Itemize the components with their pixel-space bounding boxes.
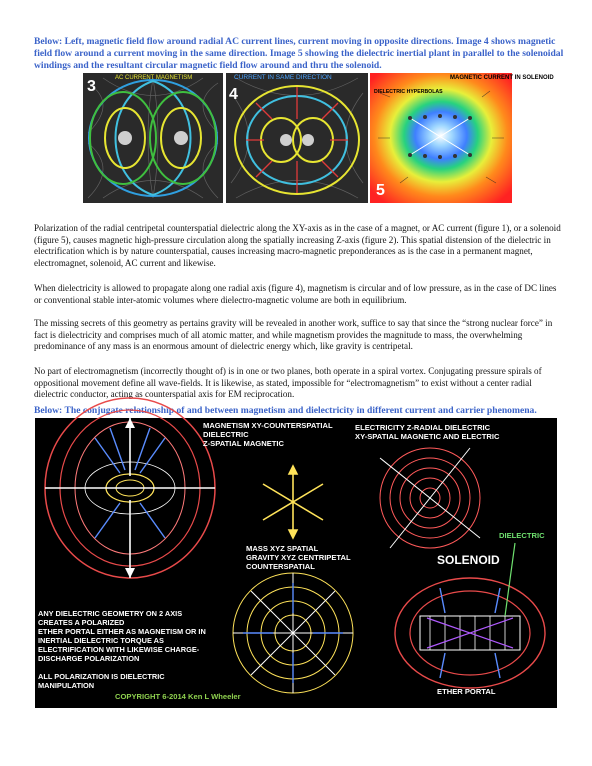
dielectric-label: DIELECTRIC bbox=[499, 531, 545, 540]
geometry-label-6: DISCHARGE POLARIZATION bbox=[38, 654, 140, 663]
figure-3-label: AC CURRENT MAGNETISM bbox=[115, 75, 193, 81]
paragraph-2: When dielectricity is allowed to propagate along one radial axis (figure 4), magnetism is circular and of low pressure, as in the case of DC lines or conventional stable inter-atomic volumes where dielectro-magnetic volume are both in equilibrium. bbox=[34, 283, 557, 305]
geometry-label-1: ANY DIELECTRIC GEOMETRY ON 2 AXIS bbox=[38, 609, 183, 618]
mass-gravity-figure bbox=[233, 573, 353, 693]
figure-5-solenoid bbox=[370, 73, 554, 203]
geometry-label-4: INERTIAL DIELECTRIC TORQUE AS bbox=[38, 636, 164, 645]
copyright-label: COPYRIGHT 6-2014 Ken L Wheeler bbox=[115, 692, 241, 701]
conjugate-diagram bbox=[35, 418, 557, 708]
magnetism-label-2: DIELECTRIC bbox=[203, 430, 249, 439]
caption-bottom: Below: The conjugate relationship of and between magnetism and dielectricity in different current and carrier phenomena. bbox=[34, 405, 537, 416]
figure-4-number: 4 bbox=[229, 86, 238, 103]
mass-label-3: COUNTERSPATIAL bbox=[246, 562, 315, 571]
figure-5-magnetic-label: MAGNETIC CURRENT IN SOLENOID bbox=[450, 75, 554, 81]
figure-5-number: 5 bbox=[376, 182, 385, 199]
paragraph-1: Polarization of the radial centripetal counterspatial dielectric along the XY-axis as in the case of a magnet, or AC current (figure 1), or a solenoid (figure 5), causes magnetic high-pressure circulation along the spatially increasing Z-axis (figure 2). This spatial distension of the dielectric in electrification which is by nature counterspatial, causes increasing macro-magnetic preponderances as is the case in a permanent magnet, electromagnet, solenoid, AC current and likewise. bbox=[34, 223, 561, 268]
caption-top: Below: Left, magnetic field flow around radial AC current lines, current moving in opposite directions. Image 4 shows magnetic field flow around a current moving in the same direction. Image 5 showing the dielectric inertial plant in parallel to the solenoidal windings and the resultant circular magnetic field flow around and thru the solenoid. bbox=[34, 36, 564, 71]
figure-4-same-direction bbox=[226, 73, 368, 203]
ether-portal-label: ETHER PORTAL bbox=[437, 687, 496, 696]
paragraph-3: The missing secrets of this geometry as pertains gravity will be revealed in another work, suffice to say that since the “strong nuclear force” in fact is dielectricity and comprises much of all atomic matter, and while magnetism provides the magnitude to mass, the overwhelming predominance of any mass is an enormous amount of dielectric energy which, like gravity is centripetal. bbox=[34, 318, 553, 352]
geometry-label-2: CREATES A POLARIZED bbox=[38, 618, 125, 627]
mass-label-2: GRAVITY XYZ CENTRIPETAL bbox=[246, 553, 351, 562]
solenoid-label: SOLENOID bbox=[437, 553, 500, 567]
geometry-label-5: ELECTRIFICATION WITH LIKEWISE CHARGE- bbox=[38, 645, 200, 654]
polarization-label-1: ALL POLARIZATION IS DIELECTRIC bbox=[38, 672, 165, 681]
magnetism-label-1: MAGNETISM XY-COUNTERSPATIAL bbox=[203, 421, 333, 430]
polarization-label-2: MANIPULATION bbox=[38, 681, 95, 690]
figure-3-number: 3 bbox=[87, 78, 96, 95]
figure-5-dielectric-label: DIELECTRIC HYPERBOLAS bbox=[374, 89, 443, 95]
geometry-label-3: ETHER PORTAL EITHER AS MAGNETISM OR IN bbox=[38, 627, 206, 636]
electricity-label-2: XY-SPATIAL MAGNETIC AND ELECTRIC bbox=[355, 432, 500, 441]
figure-3-ac-current bbox=[83, 73, 223, 203]
figure-4-label: CURRENT IN SAME DIRECTION bbox=[234, 74, 332, 81]
electricity-label-1: ELECTRICITY Z-RADIAL DIELECTRIC bbox=[355, 423, 491, 432]
paragraph-4: No part of electromagnetism (incorrectly thought of) is in one or two planes, both operate in a spiral vortex. Conjugating pressure spirals of oppositional movement define all wave-fields. It is likewise, as stated, impossible for “electromagnetism” to exist without a center radial dielectric conductor, acting as counterspatial axis for EM reciprocation. bbox=[34, 366, 542, 400]
magnetism-label-3: Z-SPATIAL MAGNETIC bbox=[203, 439, 284, 448]
mass-label-1: MASS XYZ SPATIAL bbox=[246, 544, 319, 553]
